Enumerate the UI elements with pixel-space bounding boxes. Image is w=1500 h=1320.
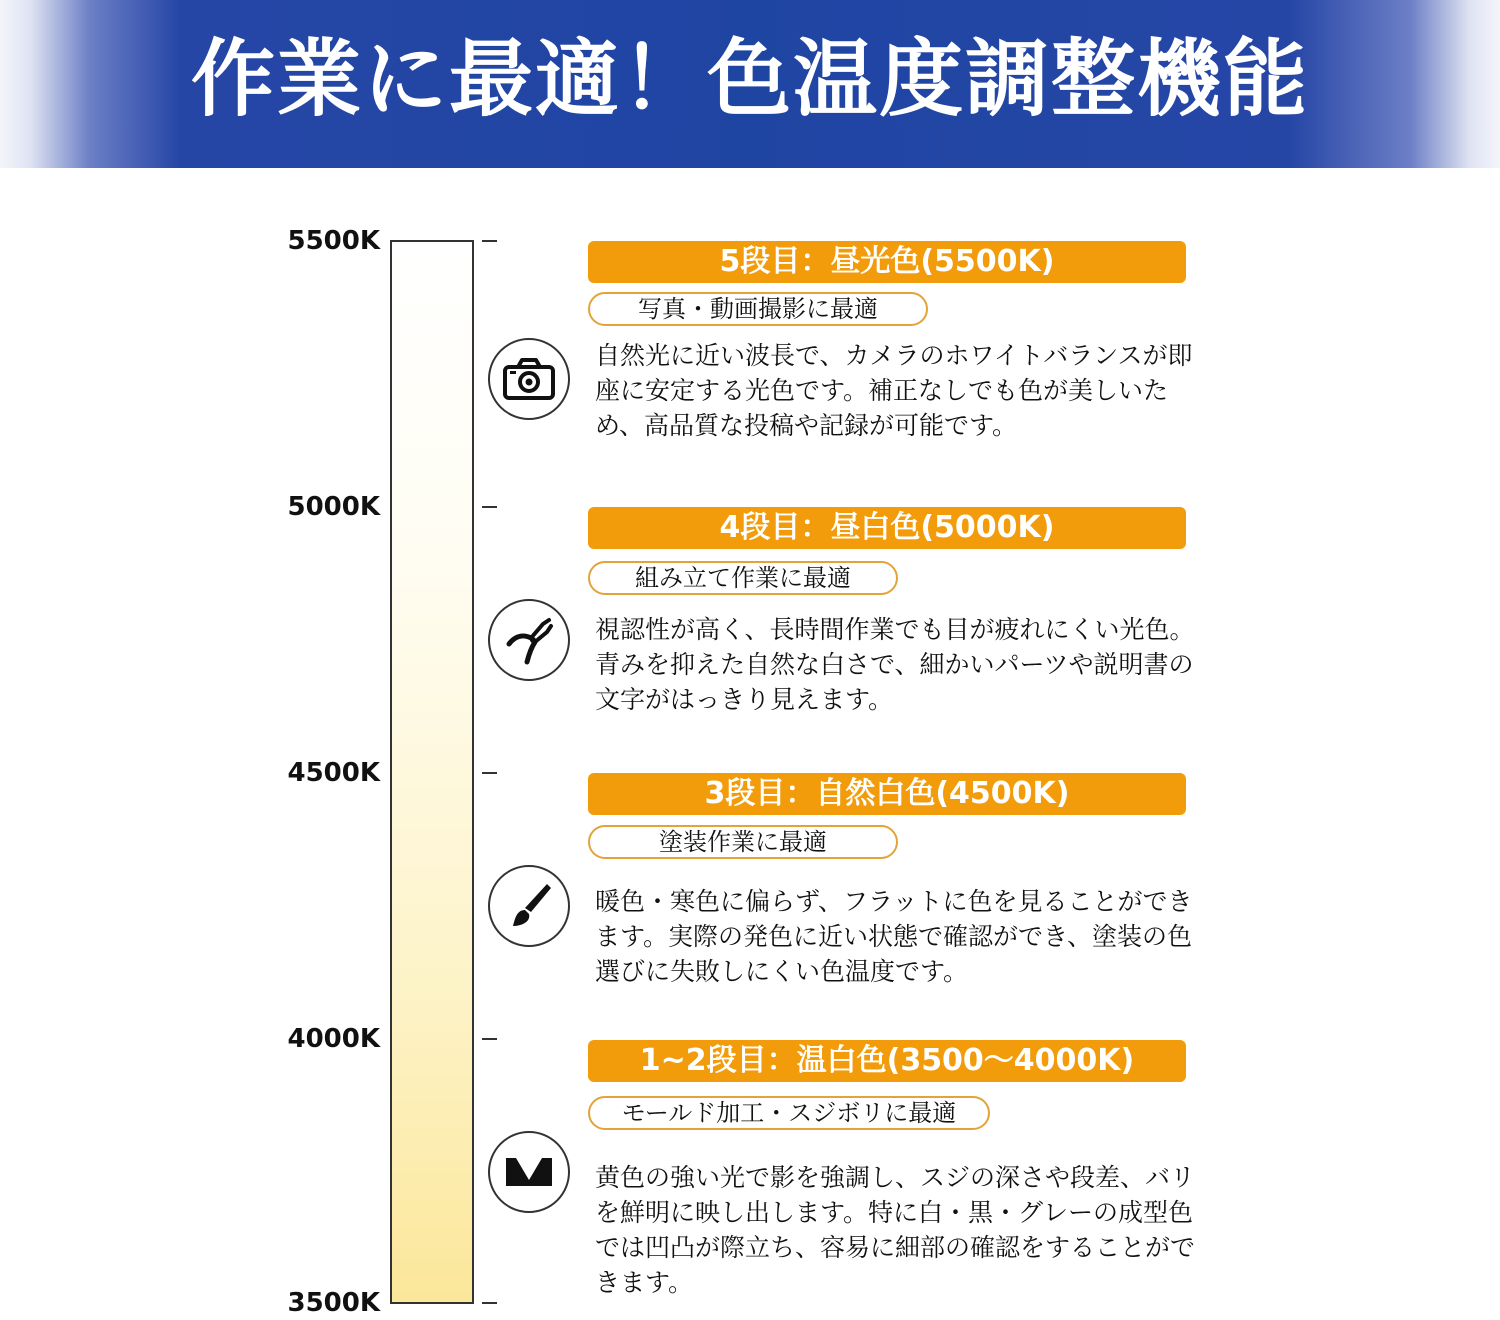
tick-mark-3500k xyxy=(482,1302,497,1304)
banner-title: 作業に最適！色温度調整機能 xyxy=(190,30,1309,128)
stage-header-5: 5段目：昼光色(5500K) xyxy=(588,241,1186,283)
stage-description-3: 暖色・寒色に偏らず、フラットに色を見ることができます。実際の発色に近い状態で確認ができ、塗装の色選びに失敗しにくい色温度です。 xyxy=(595,887,1193,986)
pliers-icon xyxy=(488,599,570,681)
tick-mark-5500k xyxy=(482,240,497,242)
engraving-groove-icon xyxy=(488,1131,570,1213)
camera-icon xyxy=(488,338,570,420)
tick-label-4500k: 4500K xyxy=(287,758,380,788)
tick-label-5000k: 5000K xyxy=(287,492,380,522)
tick-mark-5000k xyxy=(482,506,497,508)
stage-tag-1-2: モールド加工・スジボリに最適 xyxy=(588,1096,990,1130)
tick-label-5500k: 5500K xyxy=(287,226,380,256)
paintbrush-icon xyxy=(488,865,570,947)
color-temperature-scale-bar xyxy=(390,240,474,1304)
tick-label-4000k: 4000K xyxy=(287,1024,380,1054)
stage-header-4: 4段目：昼白色(5000K) xyxy=(588,507,1186,549)
stage-tag-5: 写真・動画撮影に最適 xyxy=(588,292,928,326)
stage-description-1-2: 黄色の強い光で影を強調し、スジの深さや段差、バリを鮮明に映し出します。特に白・黒・グレーの成型色では凹凸が際立ち、容易に細部の確認をすることができます。 xyxy=(595,1163,1196,1297)
stage-description-4: 視認性が高く、長時間作業でも目が疲れにくい光色。青みを抑えた自然な白さで、細かいパーツや説明書の文字がはっきり見えます。 xyxy=(595,615,1195,714)
stage-description-5: 自然光に近い波長で、カメラのホワイトバランスが即座に安定する光色です。補正なしでも色が美しいため、高品質な投稿や記録が可能です。 xyxy=(595,341,1193,440)
stage-header-3: 3段目：自然白色(4500K) xyxy=(588,773,1186,815)
tick-mark-4000k xyxy=(482,1038,497,1040)
tick-mark-4500k xyxy=(482,772,497,774)
header-banner xyxy=(0,0,1500,168)
stage-tag-4: 組み立て作業に最適 xyxy=(588,561,898,595)
stage-header-1-2: 1~2段目：温白色(3500～4000K) xyxy=(588,1040,1186,1082)
tick-label-3500k: 3500K xyxy=(287,1288,380,1318)
stage-tag-3: 塗装作業に最適 xyxy=(588,825,898,859)
